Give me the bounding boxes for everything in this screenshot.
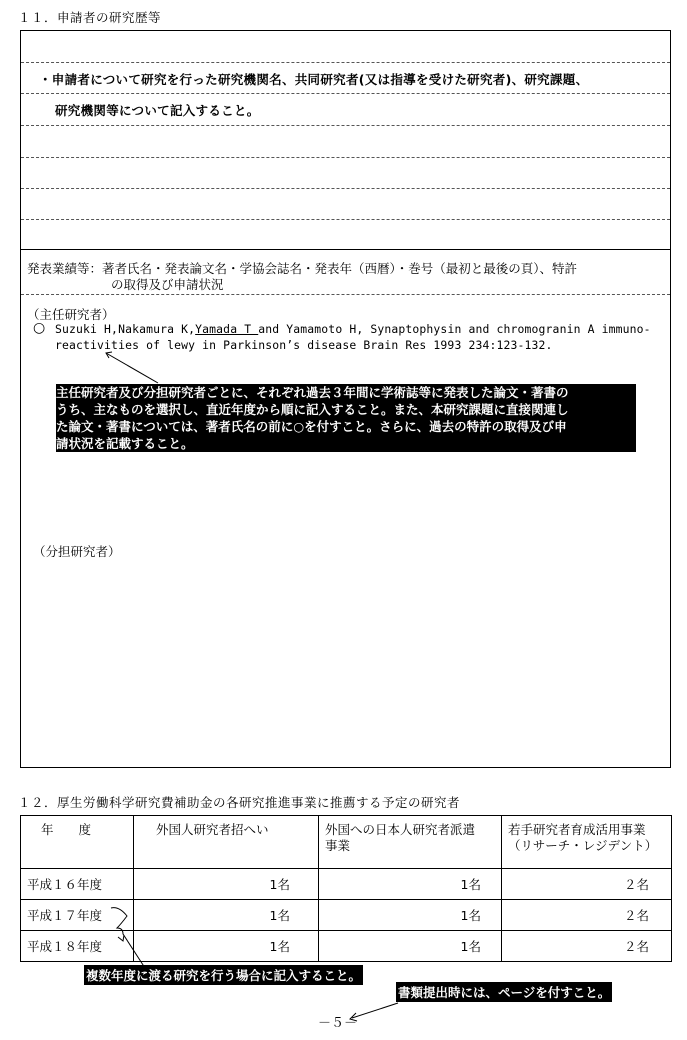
table-row — [21, 869, 672, 900]
cell-young: ２名 — [502, 869, 672, 900]
note-line: 請状況を記載すること。 — [56, 436, 194, 451]
cell-year: 平成１６年度 — [21, 869, 134, 900]
cell-young: ２名 — [502, 900, 672, 931]
table-header-row — [21, 816, 672, 869]
recommendation-table — [20, 815, 672, 962]
cell-young: ２名 — [502, 931, 672, 962]
header-young-line-2: （リサーチ・レジデント） — [508, 838, 658, 853]
page-number-note: 書類提出時には、ページを付すこと。 — [396, 982, 612, 1002]
citation-authors-post: and Yamamoto H, Synaptophysin and chromogranin A immuno- — [258, 322, 651, 336]
cell-japanese-dispatch: 1名 — [319, 869, 502, 900]
table-row — [21, 931, 672, 962]
cell-japanese-dispatch: 1名 — [319, 900, 502, 931]
header-young-line-1: 若手研究者育成活用事業 — [508, 822, 646, 837]
header-foreign-invite: 外国人研究者招へい — [134, 816, 319, 869]
header-japanese-dispatch-line-1: 外国への日本人研究者派遣 — [325, 822, 476, 837]
cell-year: 平成１７年度 — [21, 900, 134, 931]
citation-marker-circle: ○ — [33, 320, 46, 336]
header-young-researcher — [502, 816, 672, 869]
cell-foreign-invite: 1名 — [134, 869, 319, 900]
arrow-line-page — [352, 1003, 398, 1018]
instruction-line-2: 研究機関等について記入すること。 — [55, 103, 260, 118]
cell-foreign-invite: 1名 — [134, 900, 319, 931]
note-line: た論文・著書については、著者氏名の前に○を付すこと。さらに、過去の特許の取得及び申 — [56, 418, 636, 435]
citation-line-2: reactivities of lewy in Parkinson’s disease Brain Res 1993 234:123-132. — [55, 338, 553, 352]
cell-year: 平成１８年度 — [21, 931, 134, 962]
table-row — [21, 900, 672, 931]
page-number: －５－ — [318, 1016, 358, 1031]
principal-investigator-label: （主任研究者） — [27, 307, 115, 322]
co-investigator-label: （分担研究者） — [33, 544, 121, 559]
cell-japanese-dispatch: 1名 — [319, 931, 502, 962]
multi-year-note: 複数年度に渡る研究を行う場合に記入すること。 — [84, 965, 363, 985]
section-12-title: １２．厚生労働科学研究費補助金の各研究推進事業に推薦する予定の研究者 — [18, 795, 461, 810]
citation-underlined-author: Yamada T — [195, 322, 259, 336]
achievements-label-line-2: の取得及び申請状況 — [111, 277, 224, 292]
section-11-title: １１．申請者の研究歴等 — [18, 10, 162, 25]
header-japanese-dispatch — [319, 816, 502, 869]
note-line: うち、主なものを選択し、直近年度から順に記入すること。また、本研究課題に直接関連し — [56, 401, 636, 418]
achievements-label-line-1: 発表業績等：著者氏名・発表論文名・学協会誌名・発表年（西暦）・巻号（最初と最後の頁）、特許 — [27, 261, 578, 276]
cell-foreign-invite: 1名 — [134, 931, 319, 962]
header-year: 年 度 — [21, 816, 134, 869]
arrow-line-citation — [106, 353, 158, 383]
instruction-line-1: ・申請者について研究を行った研究機関名、共同研究者(又は指導を受けた研究者)、研究課題、 — [39, 72, 589, 87]
note-line: 主任研究者及び分担研究者ごとに、それぞれ過去３年間に学術誌等に発表した論文・著書の — [56, 384, 636, 401]
header-japanese-dispatch-line-2: 事業 — [325, 838, 351, 853]
citation-authors-pre: Suzuki H,Nakamura K, — [55, 322, 196, 336]
